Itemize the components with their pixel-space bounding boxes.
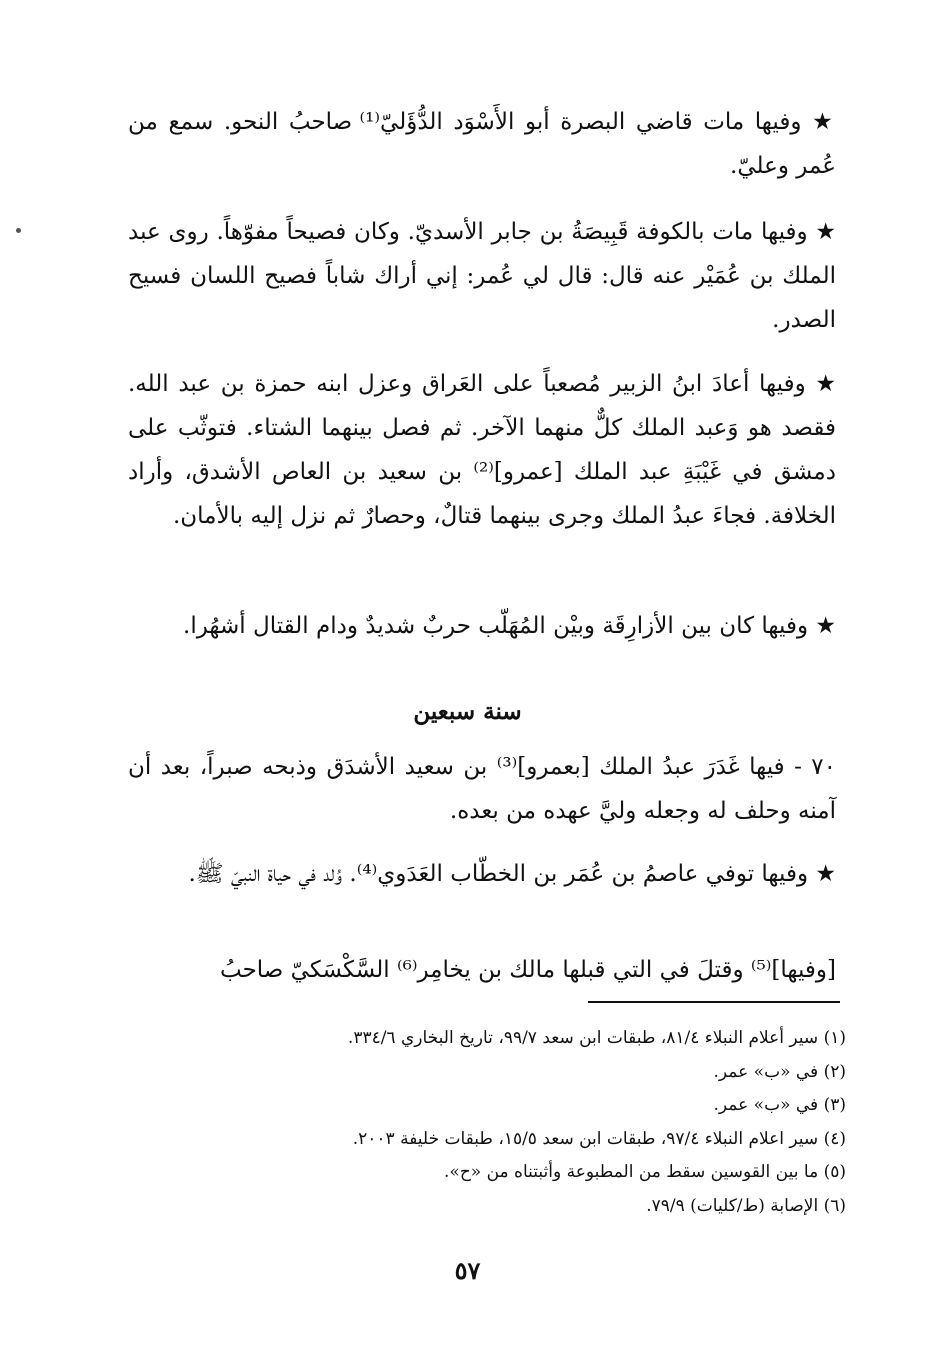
- footnotes: [250, 1022, 846, 1223]
- footnote-separator: [588, 1001, 840, 1003]
- page-number: ٥٧: [454, 1256, 481, 1285]
- paragraph-ibn-zubayr: ★ وفيها أعادَ ابنُ الزبير مُصعباً على العَراق وعزل ابنه حمزة بن عبد الله. فقصد هو وَعبد الملك كلٌّ منهما الآخر. ثم فصل بينهما الشتاء. فتوثّب على دمشق في غَيْبَةِ عبد الملك [عمرو]⁽²⁾ بن سعيد بن العاص الأشدق، وأراد الخلافة. فجاءَ عبدُ الملك وجرى بينهما قتالٌ، وحصارٌ ثم نزل إليه بالأمان.: [128, 371, 836, 529]
- footnote-5: (٥) ما بين القوسين سقط من المطبوعة وأثبتناه من «ح».: [444, 1162, 846, 1182]
- paragraph-year-70: ٧٠ - فيها غَدَرَ عبدُ الملك [بعمرو]⁽³⁾ بن سعيد الأشدَق وذبحه صبراً، بعد أن آمنه وحلف له وجعله وليَّ عهده من بعده.: [128, 754, 836, 824]
- footnote-2: (٢) في «ب» عمر.: [713, 1061, 846, 1082]
- footnote-1: (١) سير أعلام النبلاء ٨١/٤، طبقات ابن سعد ٩٩/٧، تاريخ البخاري ٣٣٤/٦.: [347, 1028, 846, 1048]
- section-heading: سنة سبعين: [413, 698, 522, 725]
- paragraph-azariqa: ★ وفيها كان بين الأزارِقَة وبيْن المُهَلّب حربٌ شديدٌ ودام القتال أشهُرا.: [183, 613, 836, 639]
- paragraph-abul-aswad: ★ وفيها مات قاضي البصرة أبو الأَسْوَد الدُّؤَليّ⁽¹⁾ صاحبُ النحو. سمع من عُمر وعليّ.: [128, 109, 836, 179]
- scan-speck: [16, 228, 21, 233]
- footnote-3: (٣) في «ب» عمر.: [713, 1095, 846, 1115]
- footnote-4: (٤) سير اعلام النبلاء ٩٧/٤، طبقات ابن سعد ١٥/٥، طبقات خليفة ٢٠٠٣.: [352, 1128, 846, 1149]
- paragraph-asim: ★ وفيها توفي عاصمُ بن عُمَر بن الخطّاب العَدَوي⁽⁴⁾. وُلد في حياة النبيّ ﷺ.: [188, 861, 836, 887]
- footnote-6: (٦) الإصابة (ط/كليات) ٧٩/٩.: [646, 1195, 846, 1216]
- paragraph-qabisa: ★ وفيها مات بالكوفة قَبِيصَةُ بن جابر الأسديّ. وكان فصيحاً مفوّهاً. روى عبد الملك بن عُمَيْر عنه قال: قال لي عُمر: إني أراك شاباً فصيح اللسان فسيح الصدر.: [128, 219, 836, 333]
- paragraph-malik: [وفيها]⁽⁵⁾ وقتلَ في التي قبلها مالك بن يخامِر⁽⁶⁾ السَّكْسَكيّ صاحبُ: [219, 957, 836, 983]
